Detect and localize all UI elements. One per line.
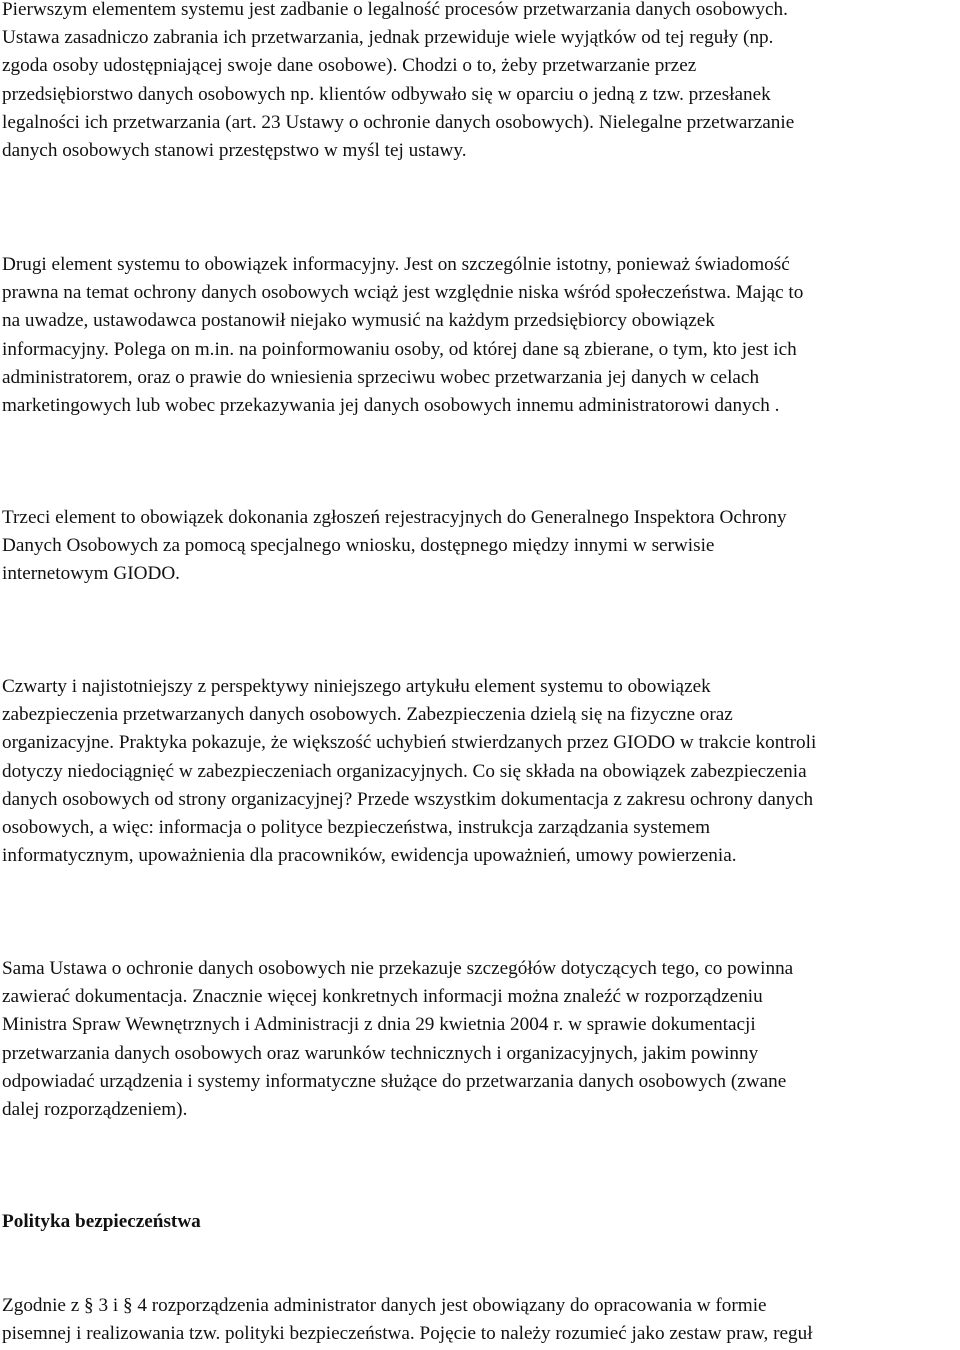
paragraph-registration-duty: Trzeci element to obowiązek dokonania zgłoszeń rejestracyjnych do Generalnego Inspektora Ochrony Danych Osobowych za pomocą specjalnego wniosku, dostępnego między innymi w serwisie internetowym GIODO. (2, 507, 787, 585)
paragraph-security-duty: Czwarty i najistotniejszy z perspektywy niniejszego artykułu element systemu to obowiązek zabezpieczenia przetwarzanych danych osobowych. Zabezpieczenia dzielą się na fizyczne oraz organizacyjne. Praktyka pokazuje, że większość uchybień stwierdzanych przez GIODO w trakcie kontroli dotyczy niedociągnięć w zabezpieczeniach organizacyjnych. Co się składa na obowiązek zabezpieczenia danych osobowych od strony organizacyjnej? Przede wszystkim dokumentacja z zakresu ochrony danych osobowych, a więc: informacja o polityce bezpieczeństwa, instrukcja zarządzania systemem informatycznym, upoważnienia dla pracowników, ewidencja upoważnień, umowy powierzenia. (2, 676, 817, 867)
section-heading: Polityka bezpieczeństwa (2, 1211, 201, 1232)
paragraph-security-policy: Zgodnie z § 3 i § 4 rozporządzenia administrator danych jest obowiązany do opracowania w formie pisemnej i realizowania tzw. polityki bezpieczeństwa. Pojęcie to należy rozumieć jako zestaw praw, reguł (2, 1295, 813, 1345)
paragraph-information-duty: Drugi element systemu to obowiązek informacyjny. Jest on szczególnie istotny, ponieważ świadomość prawna na temat ochrony danych osobowych wciąż jest względnie niska wśród społeczeństwa. Mając to na uwadze, ustawodawca postanowił niejako wymusić na każdym przedsiębiorcy obowiązek informacyjny. Polega on m.in. na poinformowaniu osoby, od której dane są zbierane, o tym, kto jest ich administratorem, oraz o prawie do wniesienia sprzeciwu wobec przetwarzania jej danych w celach marketingowych lub wobec przekazywania jej danych osobowych innemu administratorowi danych . (2, 254, 804, 417)
paragraph-legality: Pierwszym elementem systemu jest zadbanie o legalność procesów przetwarzania danych osobowych. Ustawa zasadniczo zabrania ich przetwarzania, jednak przewiduje wiele wyjątków od tej reguły (np. zgoda osoby udostępniającej swoje dane osobowe). Chodzi o to, żeby przetwarzanie przez przedsiębiorstwo danych osobowych np. klientów odbywało się w oparciu o jedną z tzw. przesłanek legalności ich przetwarzania (art. 23 Ustawy o ochronie danych osobowych). Nielegalne przetwarzanie danych osobowych stanowi przestępstwo w myśl tej ustawy. (2, 0, 795, 162)
paragraph-regulation: Sama Ustawa o ochronie danych osobowych nie przekazuje szczegółów dotyczących tego, co powinna zawierać dokumentacja. Znacznie więcej konkretnych informacji można znaleźć w rozporządzeniu Ministra Spraw Wewnętrznych i Administracji z dnia 29 kwietnia 2004 r. w sprawie dokumentacji przetwarzania danych osobowych oraz warunków technicznych i organizacyjnych, jakim powinny odpowiadać urządzenia i systemy informatyczne służące do przetwarzania danych osobowych (zwane dalej rozporządzeniem). (2, 958, 794, 1121)
